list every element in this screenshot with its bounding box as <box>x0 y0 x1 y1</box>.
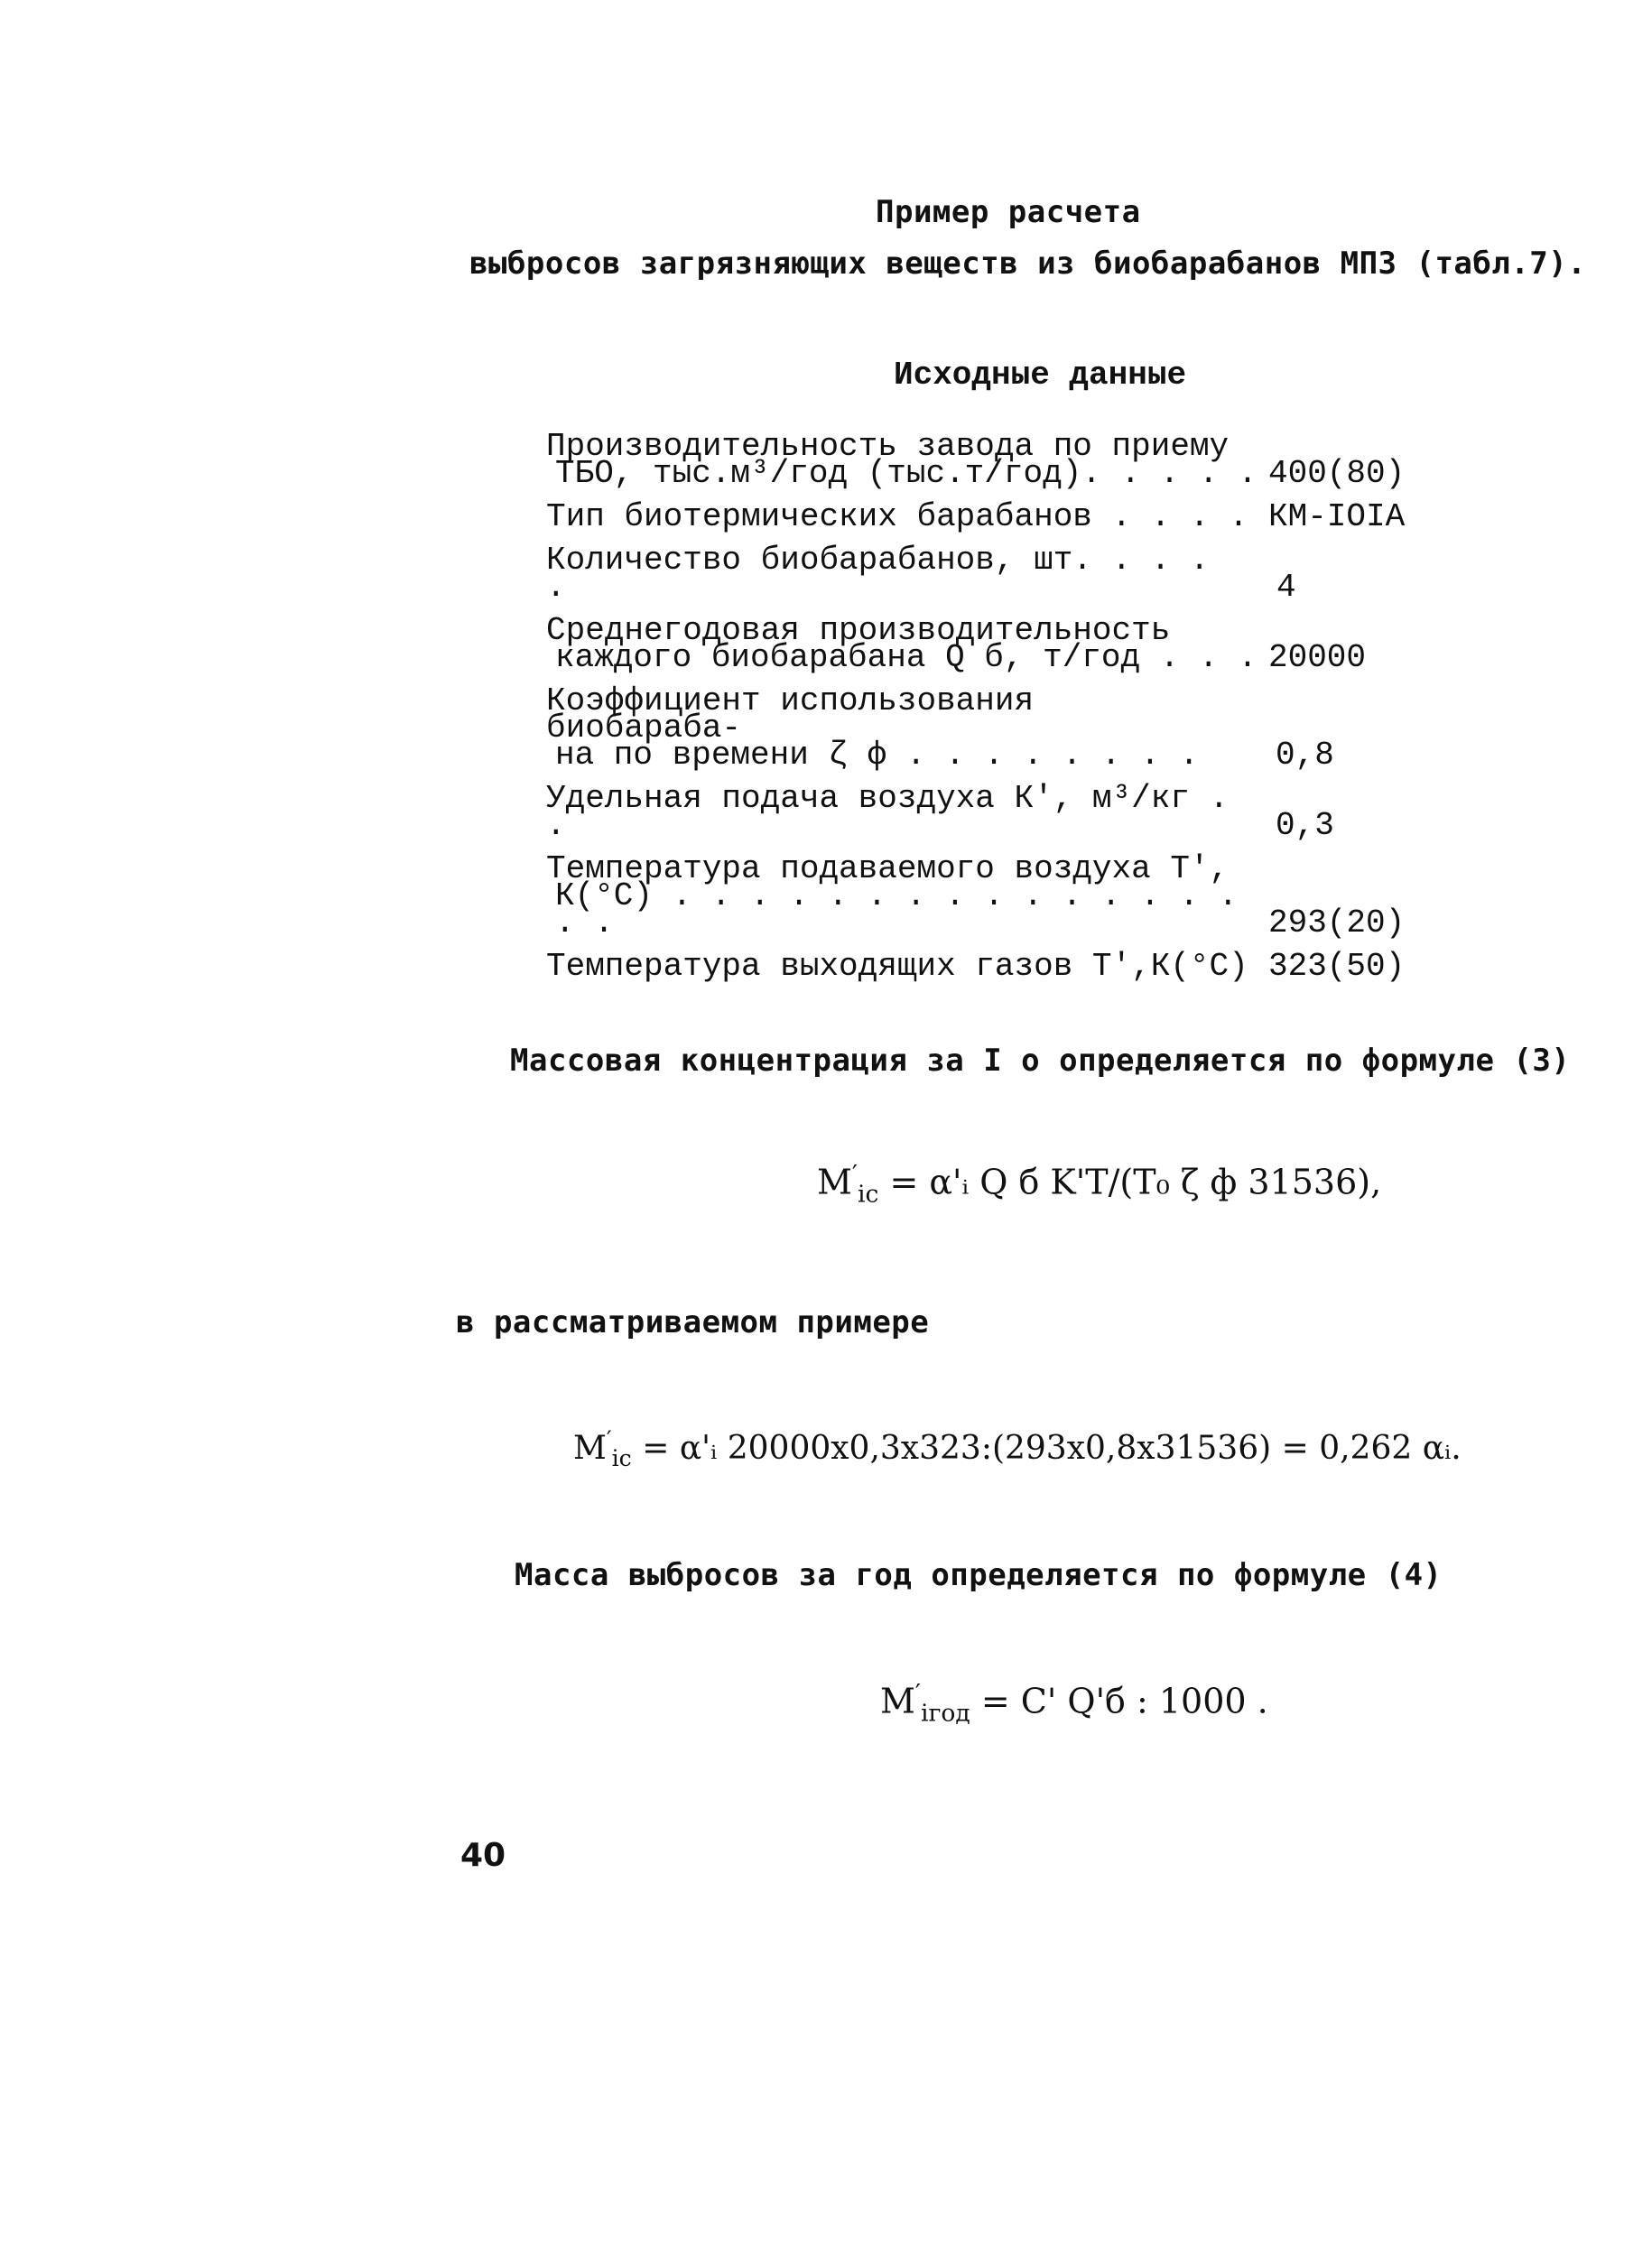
param-label-line1: Коэффициент использования биобараба- <box>546 682 1035 747</box>
param-label-line2: К(°С) . . . . . . . . . . . . . . . . . <box>555 877 1239 941</box>
param-label-line1: Температура выходящих газов Т',К(°С) <box>546 948 1248 985</box>
formula-lhs-sub: ic <box>857 1180 879 1209</box>
param-value: 0,3 <box>1276 807 1334 844</box>
formula-concentration: $M'_{ic}$ = α'ᵢ Q б K'T/(T₀ ζ ф 31536), <box>817 1160 1382 1209</box>
formula-example: $M'_{ic}$ = α'ᵢ 20000x0,3x323:(293x0,8x31536) = 0,262 αᵢ. <box>573 1426 1462 1472</box>
param-row <box>546 428 1449 492</box>
param-value: 4 <box>1276 569 1296 606</box>
formula-intro-text: Массовая концентрация за I о определяется по формуле (3) <box>510 1043 1571 1079</box>
param-value: 293(20) <box>1268 904 1406 941</box>
param-label-line2: каждого биобарабана Q б, т/год . . . <box>555 639 1258 676</box>
param-label <box>546 498 1268 535</box>
param-row <box>546 780 1449 844</box>
formula-lhs-sub: ic <box>611 1445 632 1472</box>
param-row <box>546 498 1449 535</box>
param-value: КМ-IOIA <box>1268 498 1406 535</box>
param-label-line2: на по времени ζ ф . . . . . . . . <box>555 737 1199 774</box>
param-label <box>546 542 1236 606</box>
param-label <box>546 612 1268 676</box>
param-label-line2: ТБО, тыс.м³/год (тыс.т/год). . . . . <box>555 455 1258 492</box>
param-row <box>546 682 1449 774</box>
formula-rhs: = α'ᵢ 20000x0,3x323:(293x0,8x31536) = 0,262 αᵢ. <box>642 1430 1462 1467</box>
param-row <box>546 850 1449 941</box>
formula-rhs: = C' Q'б : 1000 . <box>980 1681 1268 1721</box>
formula-annual-mass: $M'_{iгод} = C'$ Q'б : 1000 . <box>880 1679 1268 1728</box>
param-label <box>546 428 1268 492</box>
page-number: 40 <box>460 1837 506 1874</box>
title-line-1: Пример расчета <box>876 194 1141 230</box>
param-row <box>546 542 1449 606</box>
param-label-line1: Среднегодовая производительность <box>546 612 1171 649</box>
param-value: 20000 <box>1268 639 1367 676</box>
param-value: 0,8 <box>1276 737 1334 774</box>
param-label <box>546 948 1268 985</box>
mass-intro-text: Масса выбросов за год определяется по формуле (4) <box>515 1557 1443 1593</box>
param-label <box>546 780 1239 844</box>
formula-lhs: M <box>880 1681 915 1721</box>
parameters-table <box>546 428 1449 997</box>
param-value: 400(80) <box>1268 455 1406 492</box>
param-label <box>546 682 1239 774</box>
example-intro-text: в рассматриваемом примере <box>456 1304 930 1340</box>
param-label-line1: Количество биобарабанов, шт. . . . . <box>546 542 1210 606</box>
formula-lhs: M <box>817 1162 852 1202</box>
param-label-line1: Удельная подача воздуха К', м³/кг . . <box>546 780 1230 844</box>
formula-lhs: M <box>573 1430 607 1467</box>
param-label-line1: Температура подаваемого воздуха Т', <box>546 850 1230 887</box>
param-label-line1: Тип биотермических барабанов . . . . <box>546 498 1248 535</box>
formula-lhs-sub: iгод <box>920 1699 970 1728</box>
param-label <box>546 850 1268 941</box>
formula-rhs: = α'ᵢ Q б K'T/(T₀ ζ ф 31536), <box>889 1162 1382 1202</box>
source-data-heading: Исходные данные <box>894 357 1187 394</box>
param-value: 323(50) <box>1268 948 1406 985</box>
param-label-line1: Производительность завода по приему <box>546 428 1230 465</box>
param-row <box>546 948 1449 985</box>
title-line-2: выбросов загрязняющих веществ из биобарабанов МПЗ (табл.7). <box>469 246 1587 282</box>
param-row <box>546 612 1449 676</box>
